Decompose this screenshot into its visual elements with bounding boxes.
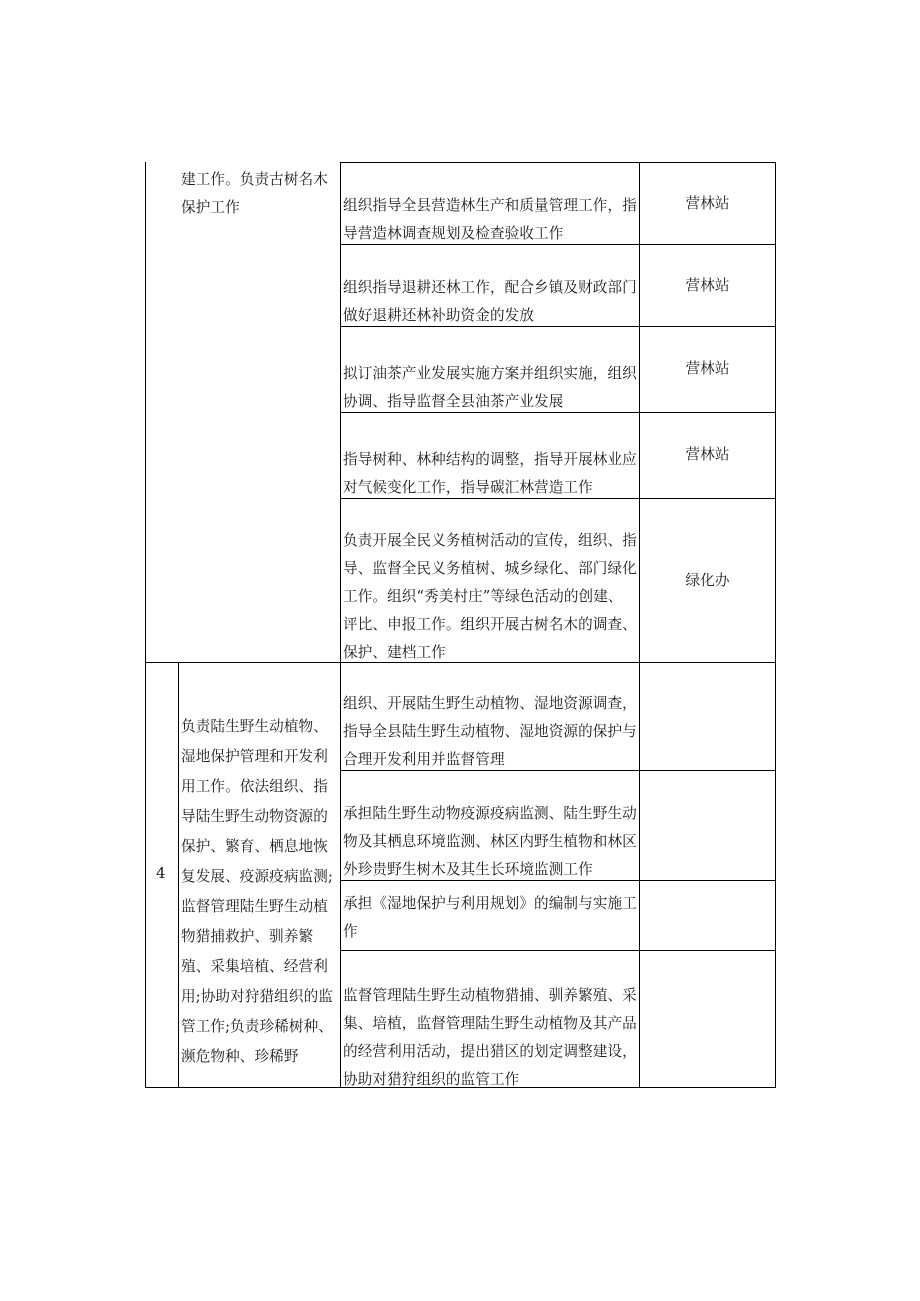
- row-divider: [340, 950, 776, 951]
- task-cell: 组织指导全县营造林生产和质量管理工作，指导营造林调查规划及检查验收工作: [343, 197, 637, 242]
- task-cell: 组织指导退耕还林工作，配合乡镇及财政部门做好退耕还林补助资金的发放: [343, 279, 637, 324]
- task-cell: 监督管理陆生野生动植物猎捕、驯养繁殖、采集、培植，监督管理陆生野生动植物及其产品的经营利用活动，提出猎区的划定调整建设，协助对猎狩组织的监管工作: [343, 987, 637, 1088]
- dept-cell: 营林站: [685, 195, 730, 212]
- dept-cell: 营林站: [685, 277, 730, 294]
- duty-description: 负责陆生野生动植物、湿地保护管理和开发利用工作。依法组织、指导陆生野生动物资源的保护、繁育、栖息地恢复发展、疫源疫病监测;监督管理陆生野生动植物猎捕救护、驯养繁殖、采集培植、经营利用;协助对狩猎组织的监管工作;负责珍稀树种、濒危物种、珍稀野: [181, 718, 333, 1065]
- task-cell: 指导树种、林种结构的调整，指导开展林业应对气候变化工作，指导碳汇林营造工作: [343, 451, 637, 496]
- duty-description-continued: 建工作。负责古树名木保护工作: [181, 171, 328, 216]
- dept-cell: 绿化办: [685, 572, 730, 589]
- table-border-left: [145, 162, 146, 1088]
- table-divider-number-column: [178, 662, 179, 1088]
- task-cell: 承担陆生野生动物疫源疫病监测、陆生野生动物及其栖息环境监测、林区内野生植物和林区外珍贵野生树木及其生长环境监测工作: [343, 805, 637, 878]
- task-cell: 负责开展全民义务植树活动的宣传，组织、指导、监督全民义务植树、城乡绿化、部门绿化工作。组织“秀美村庄”等绿色活动的创建、评比、申报工作。组织开展古树名木的调查、保护、建档工作: [343, 532, 637, 661]
- dept-cell: 营林站: [685, 360, 730, 377]
- row-number: 4: [156, 864, 166, 882]
- task-cell: 组织、开展陆生野生动植物、湿地资源调查，指导全县陆生野生动植物、湿地资源的保护与合理开发利用并监督管理: [343, 695, 637, 768]
- row-divider: [340, 162, 776, 163]
- task-cell: 拟订油茶产业发展实施方案并组织实施，组织协调、指导监督全县油茶产业发展: [343, 365, 637, 410]
- task-cell: 承担《湿地保护与利用规划》的编制与实施工作: [343, 895, 637, 940]
- dept-cell: 营林站: [685, 446, 730, 463]
